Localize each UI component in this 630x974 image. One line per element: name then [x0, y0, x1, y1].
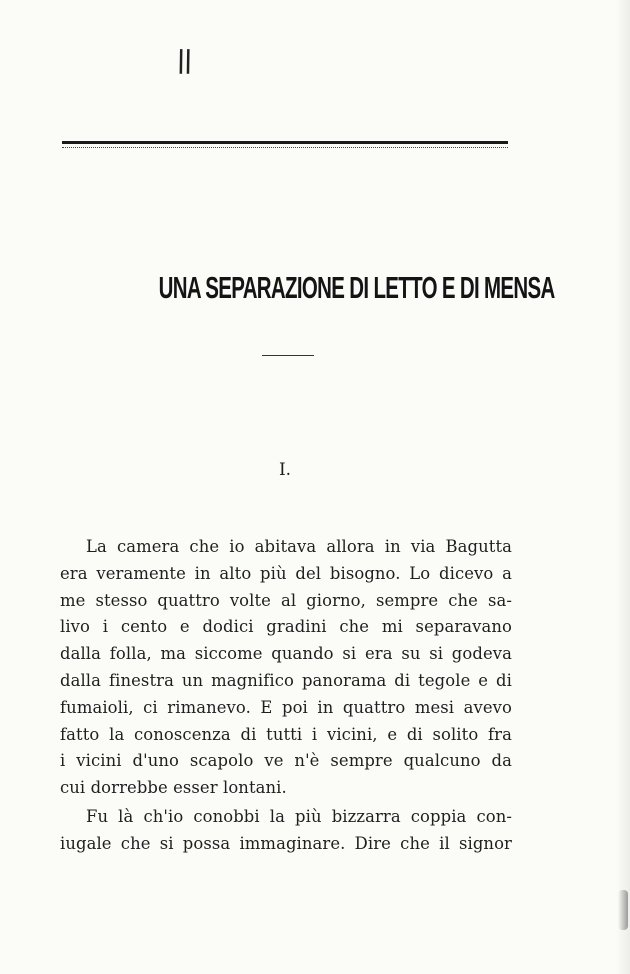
page-edge-mark — [618, 890, 628, 930]
text-line: cui dorrebbe esser lontani. — [60, 778, 287, 798]
page-title: UNA SEPARAZIONE DI LETTO E DI MENSA — [158, 270, 555, 305]
header-rule — [62, 141, 508, 144]
text-line: fumaioli, ci rimanevo. E poi in quattro mesi avevo — [60, 697, 512, 717]
text-line: Fu là ch'io conobbi la più bizzarra coppia con- — [86, 806, 512, 826]
header-dotted-rule — [62, 147, 508, 148]
text-line: fatto la conoscenza di tutti i vicini, e di solito fra — [60, 724, 512, 744]
text-line: livo i cento e dodici gradini che mi separavano — [60, 617, 512, 637]
title-divider — [262, 355, 314, 356]
text-line: era veramente in alto più del bisogno. Lo dicevo a — [60, 563, 512, 583]
chapter-number: I. — [278, 460, 292, 480]
text-line: La camera che io abitava allora in via Bagutta — [86, 537, 512, 556]
text-line: dalla finestra un magnifico panorama di tegole e di — [60, 670, 512, 690]
paragraph-1 — [60, 534, 512, 802]
paragraph-2 — [60, 804, 512, 858]
text-line: i vicini d'uno scapolo ve n'è sempre qualcuno da — [60, 751, 512, 771]
body-text — [60, 534, 512, 858]
page-edge-shadow — [616, 0, 630, 974]
text-line: iugale che si possa immaginare. Dire che il signor — [60, 833, 512, 853]
text-line: dalla folla, ma siccome quando si era su si godeva — [60, 644, 512, 664]
handwritten-mark: \\ — [170, 44, 196, 79]
text-line: me stesso quattro volte al giorno, sempre che sa- — [60, 590, 512, 610]
